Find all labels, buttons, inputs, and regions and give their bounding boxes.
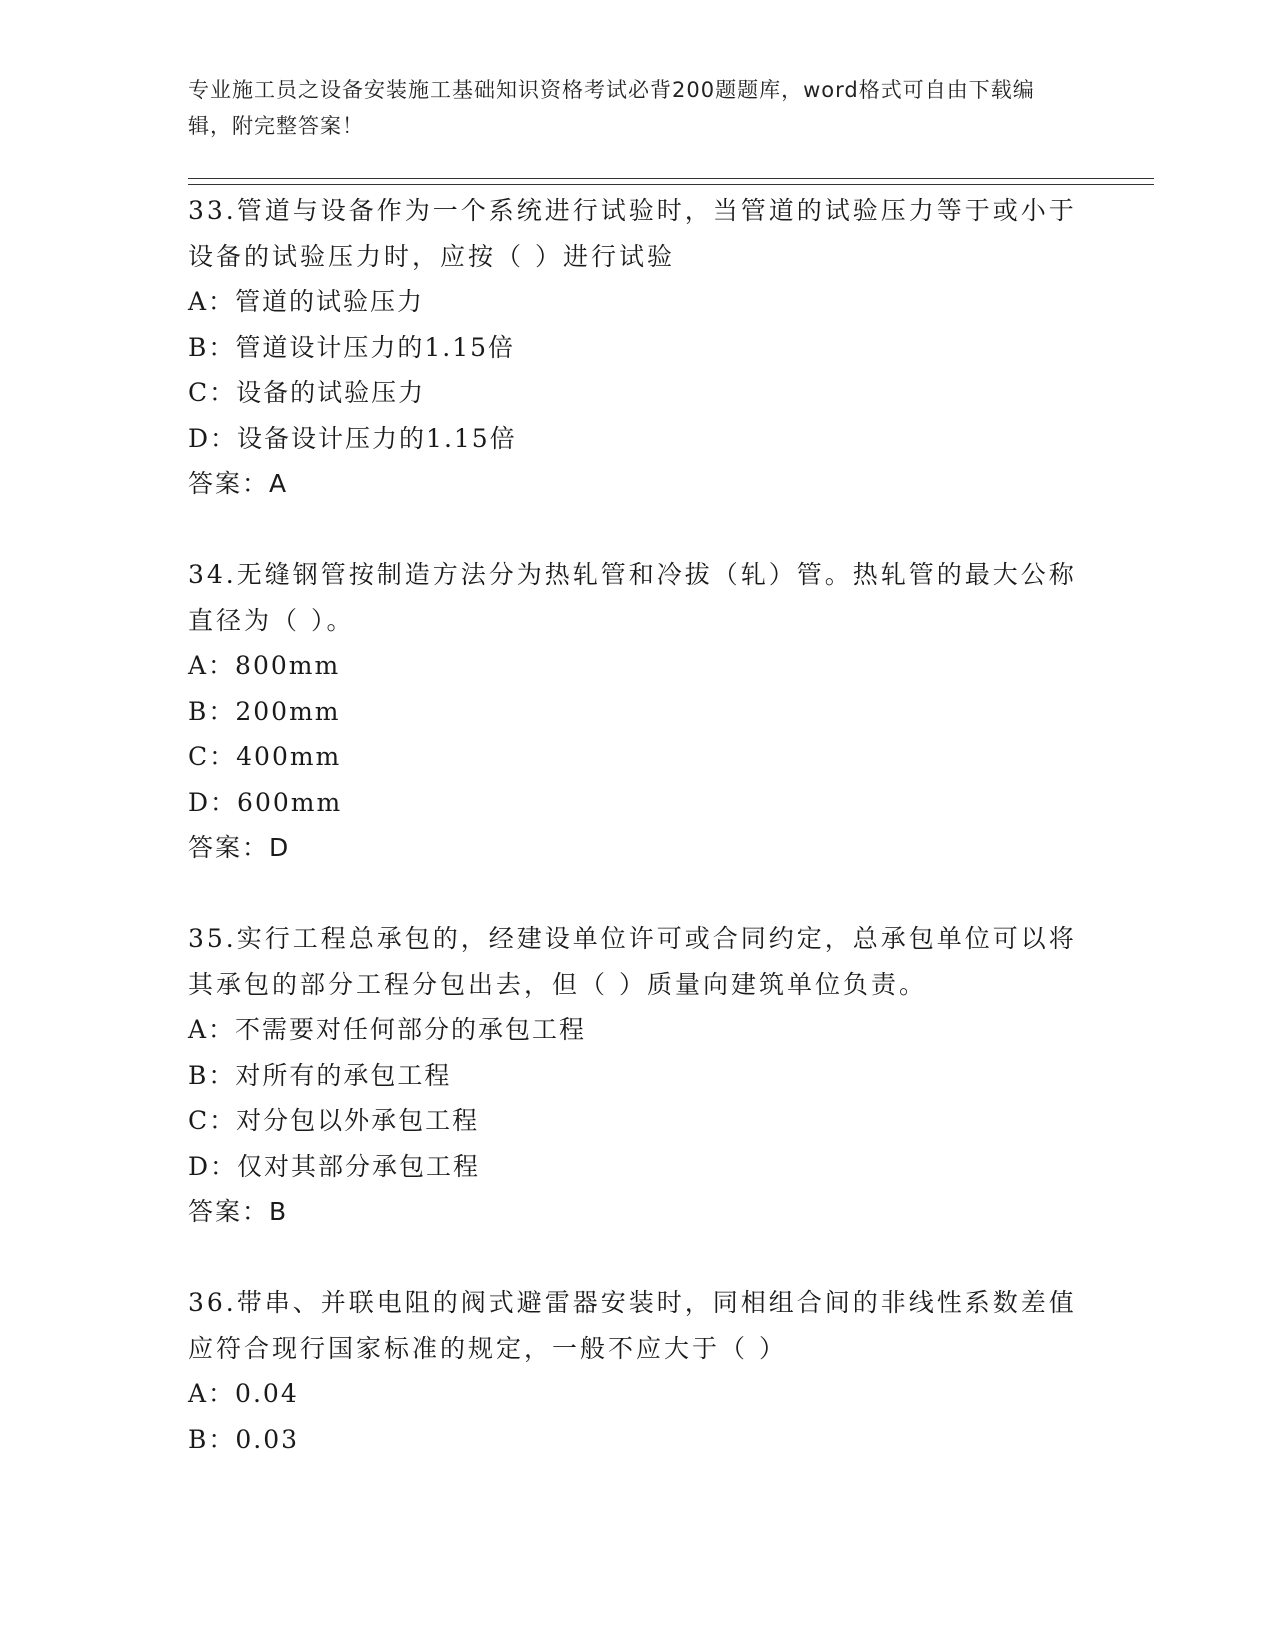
question-stem: 34.无缝钢管按制造方法分为热轧管和冷拔（轧）管。热轧管的最大公称直径为（ ）。 — [188, 560, 1077, 635]
option-d: D：仅对其部分承包工程 — [188, 1151, 481, 1181]
document-header: 专业施工员之设备安装施工基础知识资格考试必背200题题库，word格式可自由下载编辑，附完整答案！ — [188, 78, 1035, 138]
question-33 — [188, 188, 1088, 507]
question-stem: 36.带串、并联电阻的阀式避雷器安装时，同相组合间的非线性系数差值应符合现行国家标准的规定，一般不应大于（ ） — [188, 1288, 1077, 1363]
option-a: A：不需要对任何部分的承包工程 — [188, 1015, 587, 1044]
option-d: D：设备设计压力的1.15倍 — [188, 423, 517, 453]
question-spacer — [188, 871, 1088, 917]
option-a: A：800mm — [188, 651, 341, 680]
question-34 — [188, 552, 1088, 871]
header-rule-bottom — [188, 184, 1154, 185]
question-stem: 33.管道与设备作为一个系统进行试验时，当管道的试验压力等于或小于设备的试验压力时，应按（ ）进行试验 — [188, 196, 1077, 271]
question-36 — [188, 1280, 1088, 1462]
option-c: C：设备的试验压力 — [188, 378, 426, 407]
question-spacer — [188, 507, 1088, 553]
option-c: C：400mm — [188, 742, 342, 771]
question-spacer — [188, 1235, 1088, 1281]
option-d: D：600mm — [188, 787, 343, 817]
answer-line: 答案：D — [188, 833, 291, 862]
header-rule-top — [188, 178, 1154, 179]
option-b: B：对所有的承包工程 — [188, 1060, 452, 1090]
option-b: B：200mm — [188, 696, 341, 726]
option-c: C：对分包以外承包工程 — [188, 1106, 480, 1135]
option-a: A：0.04 — [188, 1379, 299, 1408]
answer-line: 答案：A — [188, 469, 289, 498]
answer-line: 答案：B — [188, 1197, 289, 1226]
question-stem: 35.实行工程总承包的，经建设单位许可或合同约定，总承包单位可以将其承包的部分工程分包出去，但（ ）质量向建筑单位负责。 — [188, 924, 1077, 999]
question-35 — [188, 916, 1088, 1235]
option-b: B：管道设计压力的1.15倍 — [188, 332, 516, 362]
option-a: A：管道的试验压力 — [188, 287, 425, 316]
question-list — [188, 188, 1088, 1462]
option-b: B：0.03 — [188, 1424, 300, 1454]
